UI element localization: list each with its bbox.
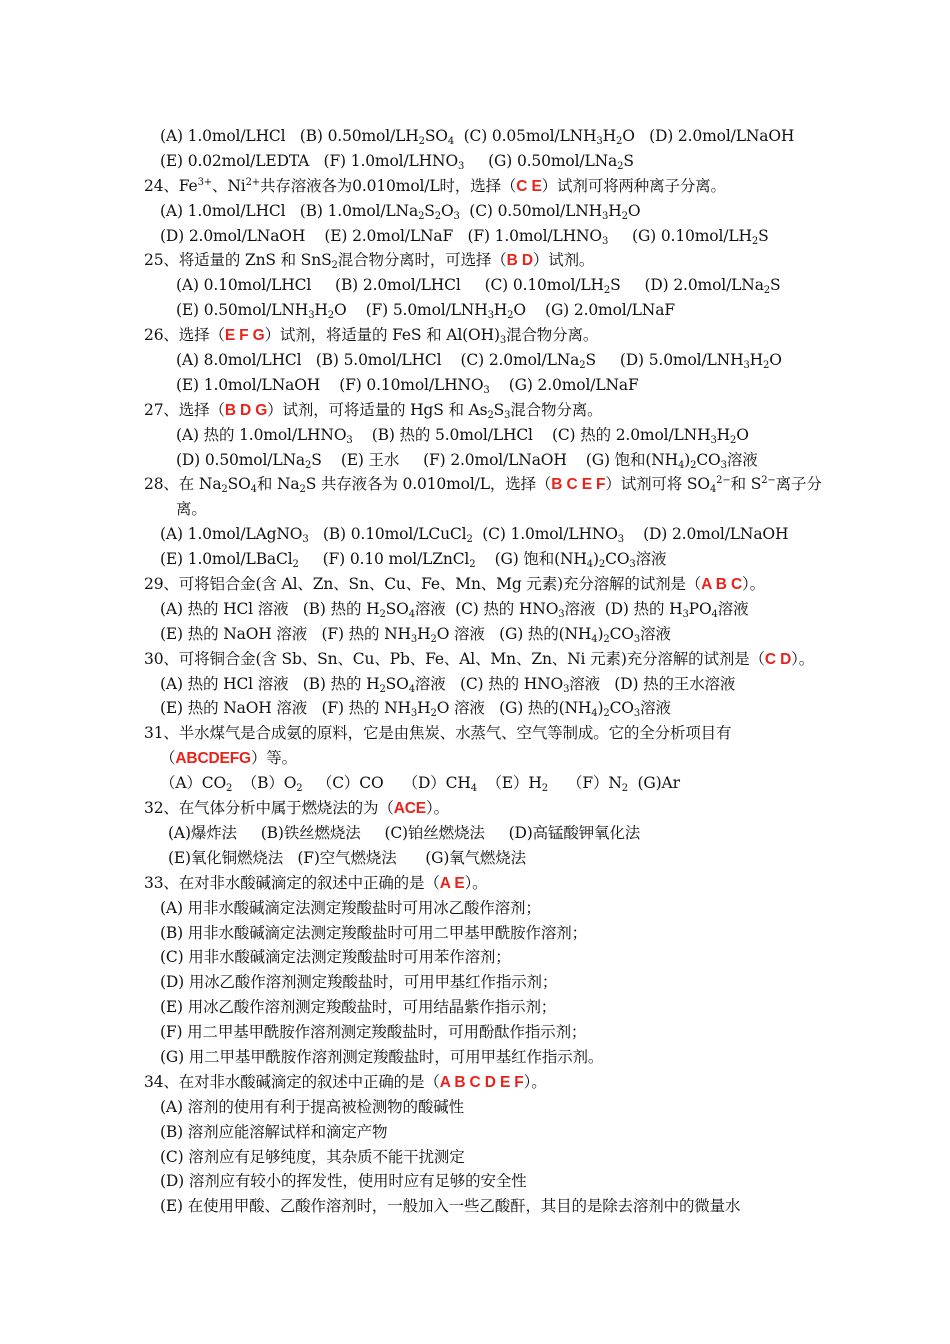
question-list: [0, 124, 950, 1219]
text-line: (D) 用冰乙酸作溶剂测定羧酸盐时，可用甲基红作指示剂；: [160, 973, 558, 992]
answer-key: C E: [516, 177, 542, 195]
text-line: (A) 1.0mol/LAgNO$_3$ (B) 0.10mol/LCuCl$_2$ (C) $1.0mol/LHNO_3$ (D) 2.0mol/LNaOH: [160, 525, 789, 546]
text-line: (A) 热的 $1.0mol/LHNO_3$ (B) 热的 5.0mol/LHCl (C) 热的 $2.0mol/LNH_3H_2O$: [176, 425, 749, 446]
text-line: （ABCDEFG）等。: [160, 749, 298, 768]
text-line: (E) 热的 NaOH 溶液 (F) 热的 $NH_3H_2O$ 溶液 (G) 热的$(NH_4)_2CO_3$溶液: [160, 699, 671, 720]
answer-key: A B C: [701, 576, 743, 594]
text-line: 33、在对非水酸碱滴定的叙述中正确的是（A E）。: [144, 873, 488, 892]
text-line: 24、$Fe^{3+}$、$Ni^{2+}$共存溶液各为0.010mol/L时，选择（C E）试剂可将两种离子分离。: [144, 176, 726, 195]
answer-key: A E: [439, 874, 465, 892]
text-line: (E) 在使用甲酸、乙酸作溶剂时，一般加入一些乙酸酐，其目的是除去溶剂中的微量水: [160, 1197, 741, 1216]
answer-key: B D G: [224, 401, 268, 419]
answer-key: E F G: [224, 327, 265, 345]
text-line: (B) 用非水酸碱滴定法测定羧酸盐时可用二甲基甲酰胺作溶剂；: [160, 923, 587, 942]
text-line: 29、可将铝合金(含 Al、Zn、Sn、Cu、Fe、Mn、Mg 元素)充分溶解的试剂是（A B C）。: [144, 575, 765, 594]
answer-key: A B C D E F: [439, 1073, 524, 1091]
text-line: (E) 0.02mol/LEDTA (F) $1.0mol/LHNO_3$ (G) 0.50mol/LNa$_2$S: [160, 151, 634, 172]
text-line: $(A)CO_2$ $(B)O_2$ （C）CO $(D)CH_4$ $(E)H_2$ $(F)N_2$ (G)Ar: [160, 774, 680, 795]
text-line: 32、在气体分析中属于燃烧法的为（ACE）。: [144, 799, 449, 818]
answer-key: B D: [506, 252, 533, 270]
text-line: (A) 溶剂的使用有利于提高被检测物的酸碱性: [160, 1097, 464, 1116]
text-line: (D) 2.0mol/LNaOH (E) 2.0mol/LNaF (F) $1.0mol/LHNO_3$ (G) $0.10mol/LH_2S$: [160, 226, 769, 247]
text-line: (E) 用冰乙酸作溶剂测定羧酸盐时，可用结晶紫作指示剂；: [160, 998, 557, 1017]
text-line: (C) 溶剂应有足够纯度，其杂质不能干扰测定: [160, 1147, 465, 1166]
answer-key: B C E F: [551, 476, 606, 494]
text-line: 28、在 $Na_2SO_4$和 $Na_2S$ 共存液各为 0.010mol/L，选择（B C E F）试剂可将 $SO_4^{2-}$和 $S^{2-}$离子分: [144, 475, 822, 496]
text-line: 26、选择（E F G）试剂，将适量的 FeS 和 $Al(OH)_3$混合物分离。: [144, 326, 599, 347]
text-line: 30、可将铜合金(含 Sb、Sn、Cu、Pb、Fe、Al、Mn、Zn、Ni 元素)充分溶解的试剂是（C D）。: [144, 649, 815, 668]
text-line: (D) 溶剂应有较小的挥发性，使用时应有足够的安全性: [160, 1172, 527, 1191]
text-line: (C) 用非水酸碱滴定法测定羧酸盐时可用苯作溶剂；: [160, 948, 511, 967]
text-line: (E) 热的 NaOH 溶液 (F) 热的 $NH_3H_2O$ 溶液 (G) 热的$(NH_4)_2CO_3$溶液: [160, 624, 671, 645]
text-line: (B) 溶剂应能溶解试样和滴定产物: [160, 1122, 388, 1141]
text-line: 34、在对非水酸碱滴定的叙述中正确的是（A B C D E F）。: [144, 1072, 547, 1091]
text-line: (E)氧化铜燃烧法 (F)空气燃烧法 (G)氧气燃烧法: [168, 848, 526, 867]
text-line: (A) 0.10mol/LHCl (B) 2.0mol/LHCl (C) $0.10mol/LH_2S$ (D) 2.0mol/LNa$_2$S: [176, 276, 781, 297]
text-line: (E) 1.0mol/LNaOH (F) $0.10mol/LHNO_3$ (G) 2.0mol/LNaF: [176, 375, 639, 396]
text-line: (G) 用二甲基甲酰胺作溶剂测定羧酸盐时，可用甲基红作指示剂。: [160, 1047, 604, 1066]
text-line: (A)爆炸法 (B)铁丝燃烧法 (C)铂丝燃烧法 (D)高锰酸钾氧化法: [168, 823, 641, 842]
text-line: (A) 热的 HCl 溶液 (B) 热的 $H_2SO_4$溶液 (C) 热的 $HNO_3$溶液 (D) 热的 $H_3PO_4$溶液: [160, 599, 749, 620]
text-line: (E) $0.50mol/LNH_3H_2O$ (F) $5.0mol/LNH_3H_2O$ (G) 2.0mol/LNaF: [176, 301, 675, 322]
text-line: (A) 8.0mol/LHCl (B) 5.0mol/LHCl (C) 2.0mol/LNa$_2$S (D) $5.0mol/LNH_3H_2O$: [176, 351, 782, 372]
text-line: (A) 用非水酸碱滴定法测定羧酸盐时可用冰乙酸作溶剂；: [160, 898, 541, 917]
answer-key: C D: [764, 650, 792, 668]
text-line: 25、将适量的 ZnS 和 SnS$_2$混合物分离时，可选择（B D）试剂。: [144, 251, 595, 272]
text-line: (A) 1.0mol/LHCl (B) $1.0mol/LNa_2S_2O_3$ (C) $0.50mol/LNH_3H_2O$: [160, 201, 641, 222]
answer-key: ABCDEFG: [175, 750, 251, 768]
answer-key: ACE: [393, 800, 426, 818]
text-line: (D) 0.50mol/LNa$_2$S (E) 王水 (F) 2.0mol/LNaOH (G) 饱和$(NH_4)_2CO_3$溶液: [176, 450, 758, 471]
text-line: (A) 1.0mol/LHCl (B) $0.50mol/LH_2SO_4$ (C) $0.05mol/LNH_3H_2O$ (D) 2.0mol/LNaOH: [160, 127, 795, 147]
text-line: (E) 1.0mol/LBaCl$_2$ (F) 0.10 mol/LZnCl$_2$ (G) 饱和$(NH_4)_2CO_3$溶液: [160, 550, 667, 571]
text-line: 离。: [176, 500, 207, 519]
text-line: (F) 用二甲基甲酰胺作溶剂测定羧酸盐时，可用酚酞作指示剂；: [160, 1023, 587, 1042]
text-line: 31、半水煤气是合成氨的原料，它是由焦炭、水蒸气、空气等制成。它的全分析项目有: [144, 724, 732, 743]
text-line: 27、选择（B D G）试剂，可将适量的 HgS 和 $As_2S_3$混合物分离。: [144, 400, 603, 421]
text-line: (A) 热的 HCl 溶液 (B) 热的 $H_2SO_4$溶液 (C) 热的 $HNO_3$溶液 (D) 热的王水溶液: [160, 674, 736, 695]
